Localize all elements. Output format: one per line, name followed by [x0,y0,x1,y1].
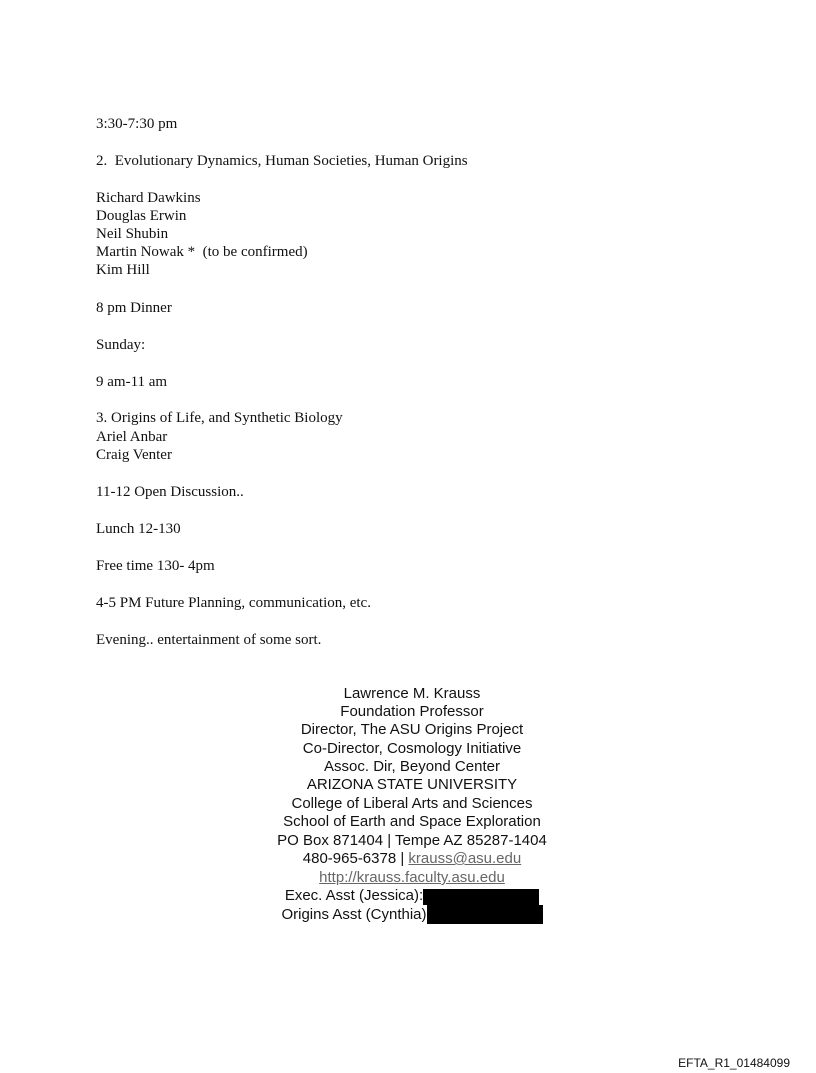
origins-asst-line [0,905,816,924]
session-2-title: 2. Evolutionary Dynamics, Human Societies, Human Origins [96,153,468,169]
exec-asst-line [0,887,816,905]
signature-title: Co-Director, Cosmology Initiative [302,740,522,757]
document-id: EFTA_R1_01484099 [678,1056,790,1070]
website-link[interactable]: http://krauss.faculty.asu.edu [319,869,505,886]
time-block-afternoon: 3:30-7:30 pm [96,116,178,132]
day-heading: Sunday: [96,337,146,353]
signature-school: School of Earth and Space Exploration [283,813,541,830]
signature-address: PO Box 871404 | Tempe AZ 85287-1404 [277,832,547,849]
signature-university: ARIZONA STATE UNIVERSITY [306,776,518,793]
speaker-item: Douglas Erwin [96,208,187,224]
speaker-item: Ariel Anbar [96,429,168,445]
signature-name: Lawrence M. Krauss [343,685,481,702]
speaker-item: Martin Nowak * (to be confirmed) [96,244,308,260]
signature-title: Director, The ASU Origins Project [300,721,524,738]
dinner-line: 8 pm Dinner [96,300,172,316]
time-block-morning: 9 am-11 am [96,374,168,390]
signature-college: College of Liberal Arts and Sciences [291,795,533,812]
lunch-line: Lunch 12-130 [96,521,181,537]
session-3-title: 3. Origins of Life, and Synthetic Biology [96,410,343,426]
signature-title: Assoc. Dir, Beyond Center [324,758,500,775]
planning-line: 4-5 PM Future Planning, communication, etc. [96,595,371,611]
evening-line: Evening.. entertainment of some sort. [96,632,322,648]
speaker-item: Craig Venter [96,447,172,463]
signature-title: Foundation Professor [340,703,484,720]
speaker-item: Richard Dawkins [96,190,201,206]
speaker-item: Kim Hill [96,262,150,278]
email-link[interactable]: krauss@asu.edu [408,850,522,867]
redaction-box [427,905,543,924]
signature-contact-line [0,850,816,868]
open-discussion-line: 11-12 Open Discussion.. [96,484,244,500]
origins-asst-label: Origins Asst (Cynthia) [281,906,427,923]
signature-website-line [0,869,816,887]
free-time-line: Free time 130- 4pm [96,558,215,574]
speaker-item: Neil Shubin [96,226,169,242]
signature-phone: 480-965-6378 | [302,850,409,867]
exec-asst-label: Exec. Asst (Jessica): [284,887,424,904]
redaction-box [423,889,539,905]
